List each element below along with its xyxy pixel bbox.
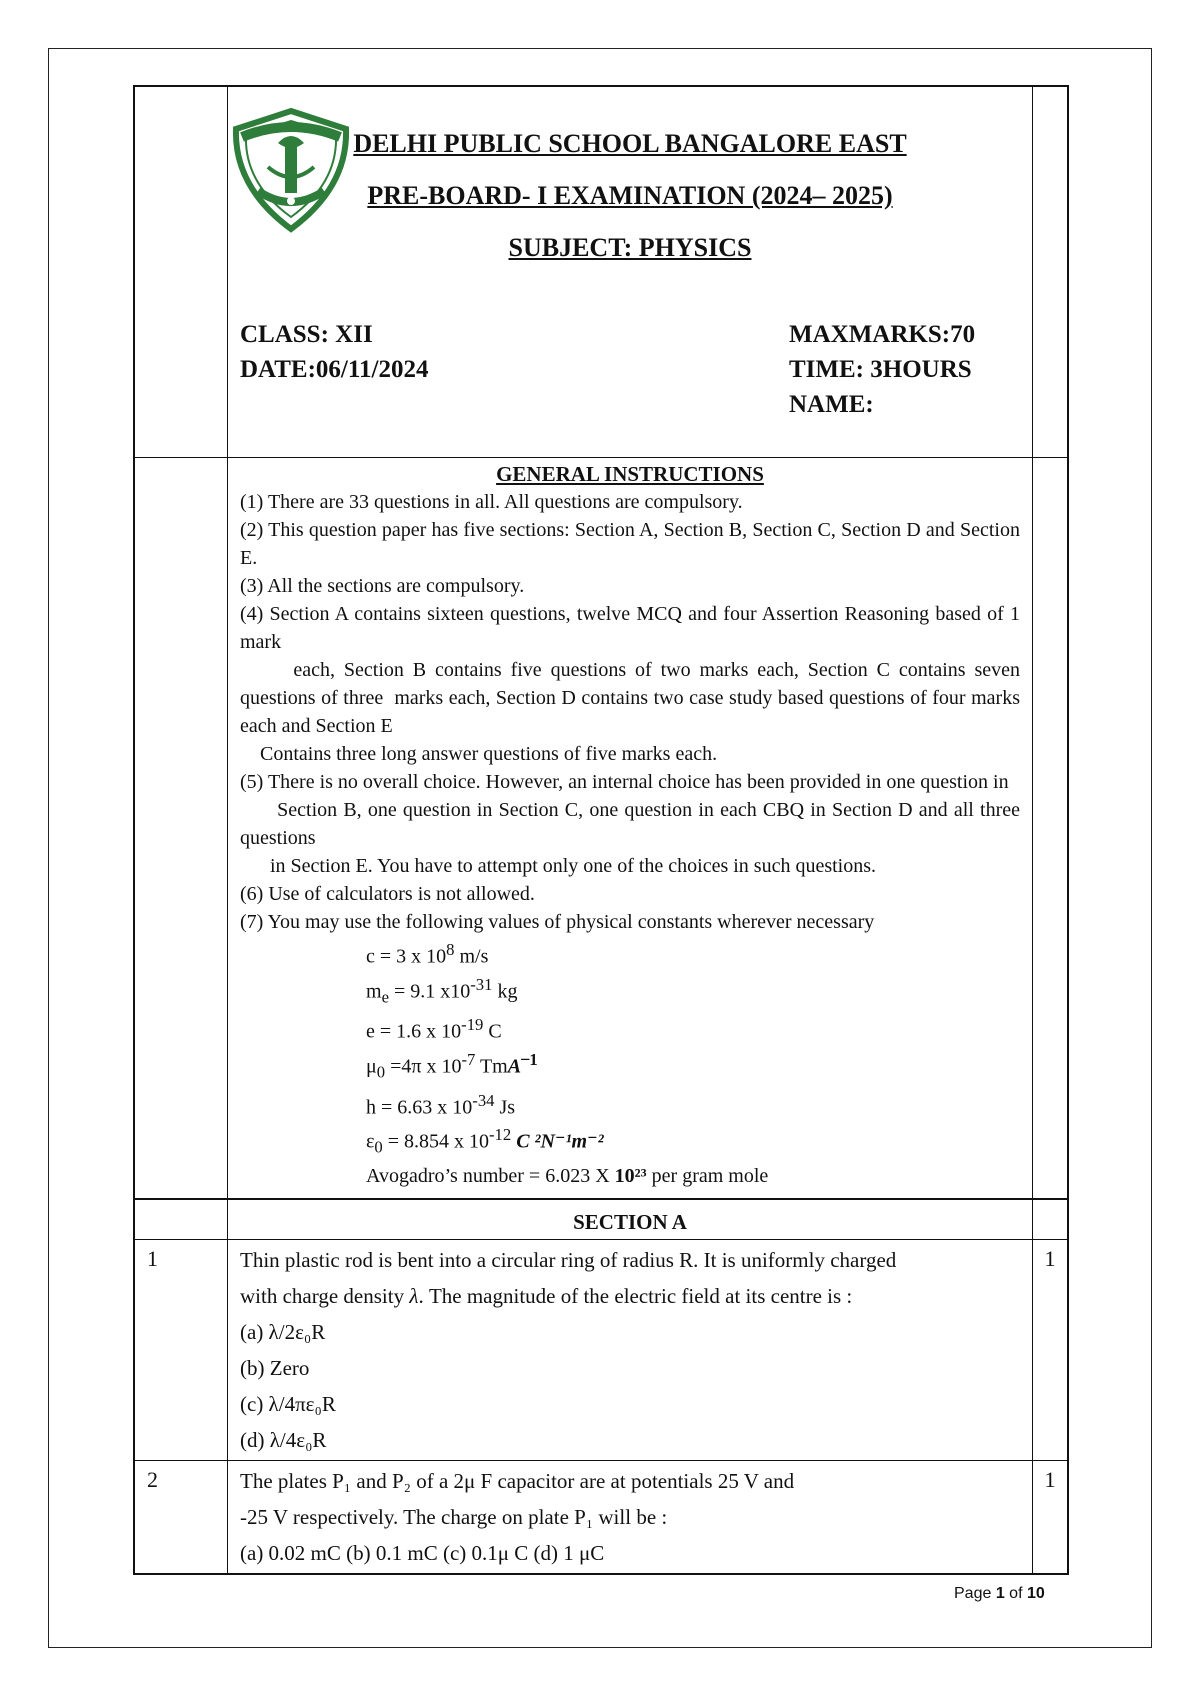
question-line: The plates P₁ and P₂ of a 2μ F capacitor are at potentials 25 V and [240, 1468, 795, 1493]
constant-e: e = 1.6 x $10^{-19}$ C [366, 1015, 502, 1043]
instruction-item: Contains three long answer questions of five marks each. [240, 743, 718, 765]
question-row [135, 1240, 1067, 1461]
instructions-row [135, 458, 1067, 1200]
section-a-title: SECTION A [228, 1200, 1033, 1239]
constant-mu0: $\mu_0 =4\pi$ x $10^{-7}$ TmA $^{̶ 1}$ [366, 1049, 538, 1082]
date-label: DATE:06/11/2024 [240, 356, 429, 383]
option-c: (c) λ/4πε₀R [240, 1391, 336, 1416]
header-row [135, 87, 1067, 458]
school-logo [228, 107, 354, 233]
constant-eps0: $\varepsilon_0 = 8.854$ x $10^{-12}$ C ²N⁻¹m⁻² [366, 1125, 604, 1157]
time-label: TIME: 3HOURS [789, 356, 972, 383]
page-number: Page 1 of 10 [954, 1585, 1045, 1602]
instructions-title: GENERAL INSTRUCTIONS [496, 462, 764, 486]
marks-cell [1033, 87, 1067, 457]
instruction-item: (6) Use of calculators is not allowed. [240, 883, 535, 905]
question-line: Thin plastic rod is bent into a circular ring of radius R. It is uniformly charged [240, 1247, 897, 1272]
instruction-item: each, Section B contains five questions of two marks each, Section C contains seven questions of three marks each, Section D contains two case study based questions of four marks each and Section E [240, 659, 1026, 737]
instructions-cell [228, 458, 1033, 1198]
subject-title: SUBJECT: PHYSICS [508, 233, 752, 262]
option-d: (d) λ/4ε₀R [240, 1427, 327, 1452]
number-cell [135, 1200, 228, 1239]
marks-time-block [789, 317, 975, 422]
question-line: with charge density λ. The magnitude of the electric field at its centre is : [240, 1283, 853, 1308]
instruction-item: (2) This question paper has five sections: Section A, Section B, Section C, Section D and Section E. [240, 519, 1020, 569]
max-marks-label: MAXMARKS:70 [789, 321, 976, 348]
instruction-item: Section B, one question in Section C, one question in each CBQ in Section D and all three questions [240, 799, 1026, 849]
instruction-item: (1) There are 33 questions in all. All questions are compulsory. [240, 491, 743, 513]
constants-list [366, 936, 1020, 1190]
marks-cell [1033, 1200, 1067, 1239]
option-a: (a) λ/2ε₀R [240, 1319, 326, 1344]
constant-me: $m_e = 9.1$ $x10^{-31}$ kg [366, 974, 518, 1007]
school-name: DELHI PUBLIC SCHOOL BANGALORE EAST [353, 129, 907, 158]
class-label: CLASS: XII [240, 321, 373, 348]
number-cell [135, 458, 228, 1198]
question-number: 1 [135, 1240, 228, 1460]
name-label: NAME: [789, 391, 874, 418]
instruction-item: (5) There is no overall choice. However, an internal choice has been provided in one question in [240, 771, 1009, 793]
instruction-item: (3) All the sections are compulsory. [240, 575, 525, 597]
constant-avogadro: Avogadro’s number = 6.023 X 10²³ per gram mole [366, 1164, 769, 1187]
question-marks: 1 [1044, 1245, 1056, 1271]
exam-title: PRE-BOARD- I EXAMINATION (2024– 2025) [367, 181, 893, 210]
section-a-row [135, 1200, 1067, 1240]
question-line: -25 V respectively. The charge on plate P₁ will be : [240, 1504, 668, 1529]
instruction-item: (4) Section A contains sixteen questions, twelve MCQ and four Assertion Reasoning based of 1 mark [240, 603, 1020, 653]
question-text [228, 1461, 1033, 1573]
constant-c: c = 3 x $10^8$ m/s [366, 940, 489, 968]
instruction-item: (7) You may use the following values of physical constants wherever necessary [240, 911, 875, 933]
header-cell [228, 87, 1033, 457]
options-line: (a) 0.02 mC (b) 0.1 mC (c) 0.1μ C (d) 1 μC [240, 1540, 605, 1565]
instruction-item: in Section E. You have to attempt only one of the choices in such questions. [240, 855, 877, 877]
question-number: 2 [135, 1461, 228, 1573]
option-b: (b) Zero [240, 1355, 310, 1380]
marks-cell [1033, 458, 1067, 1198]
constant-h: h = 6.63 x $10^{-34}$ Js [366, 1090, 516, 1119]
class-date-block [240, 317, 428, 387]
question-row [135, 1461, 1067, 1573]
exam-table [133, 85, 1069, 1575]
number-cell [135, 87, 228, 457]
question-text [228, 1240, 1033, 1460]
question-marks: 1 [1044, 1466, 1056, 1492]
